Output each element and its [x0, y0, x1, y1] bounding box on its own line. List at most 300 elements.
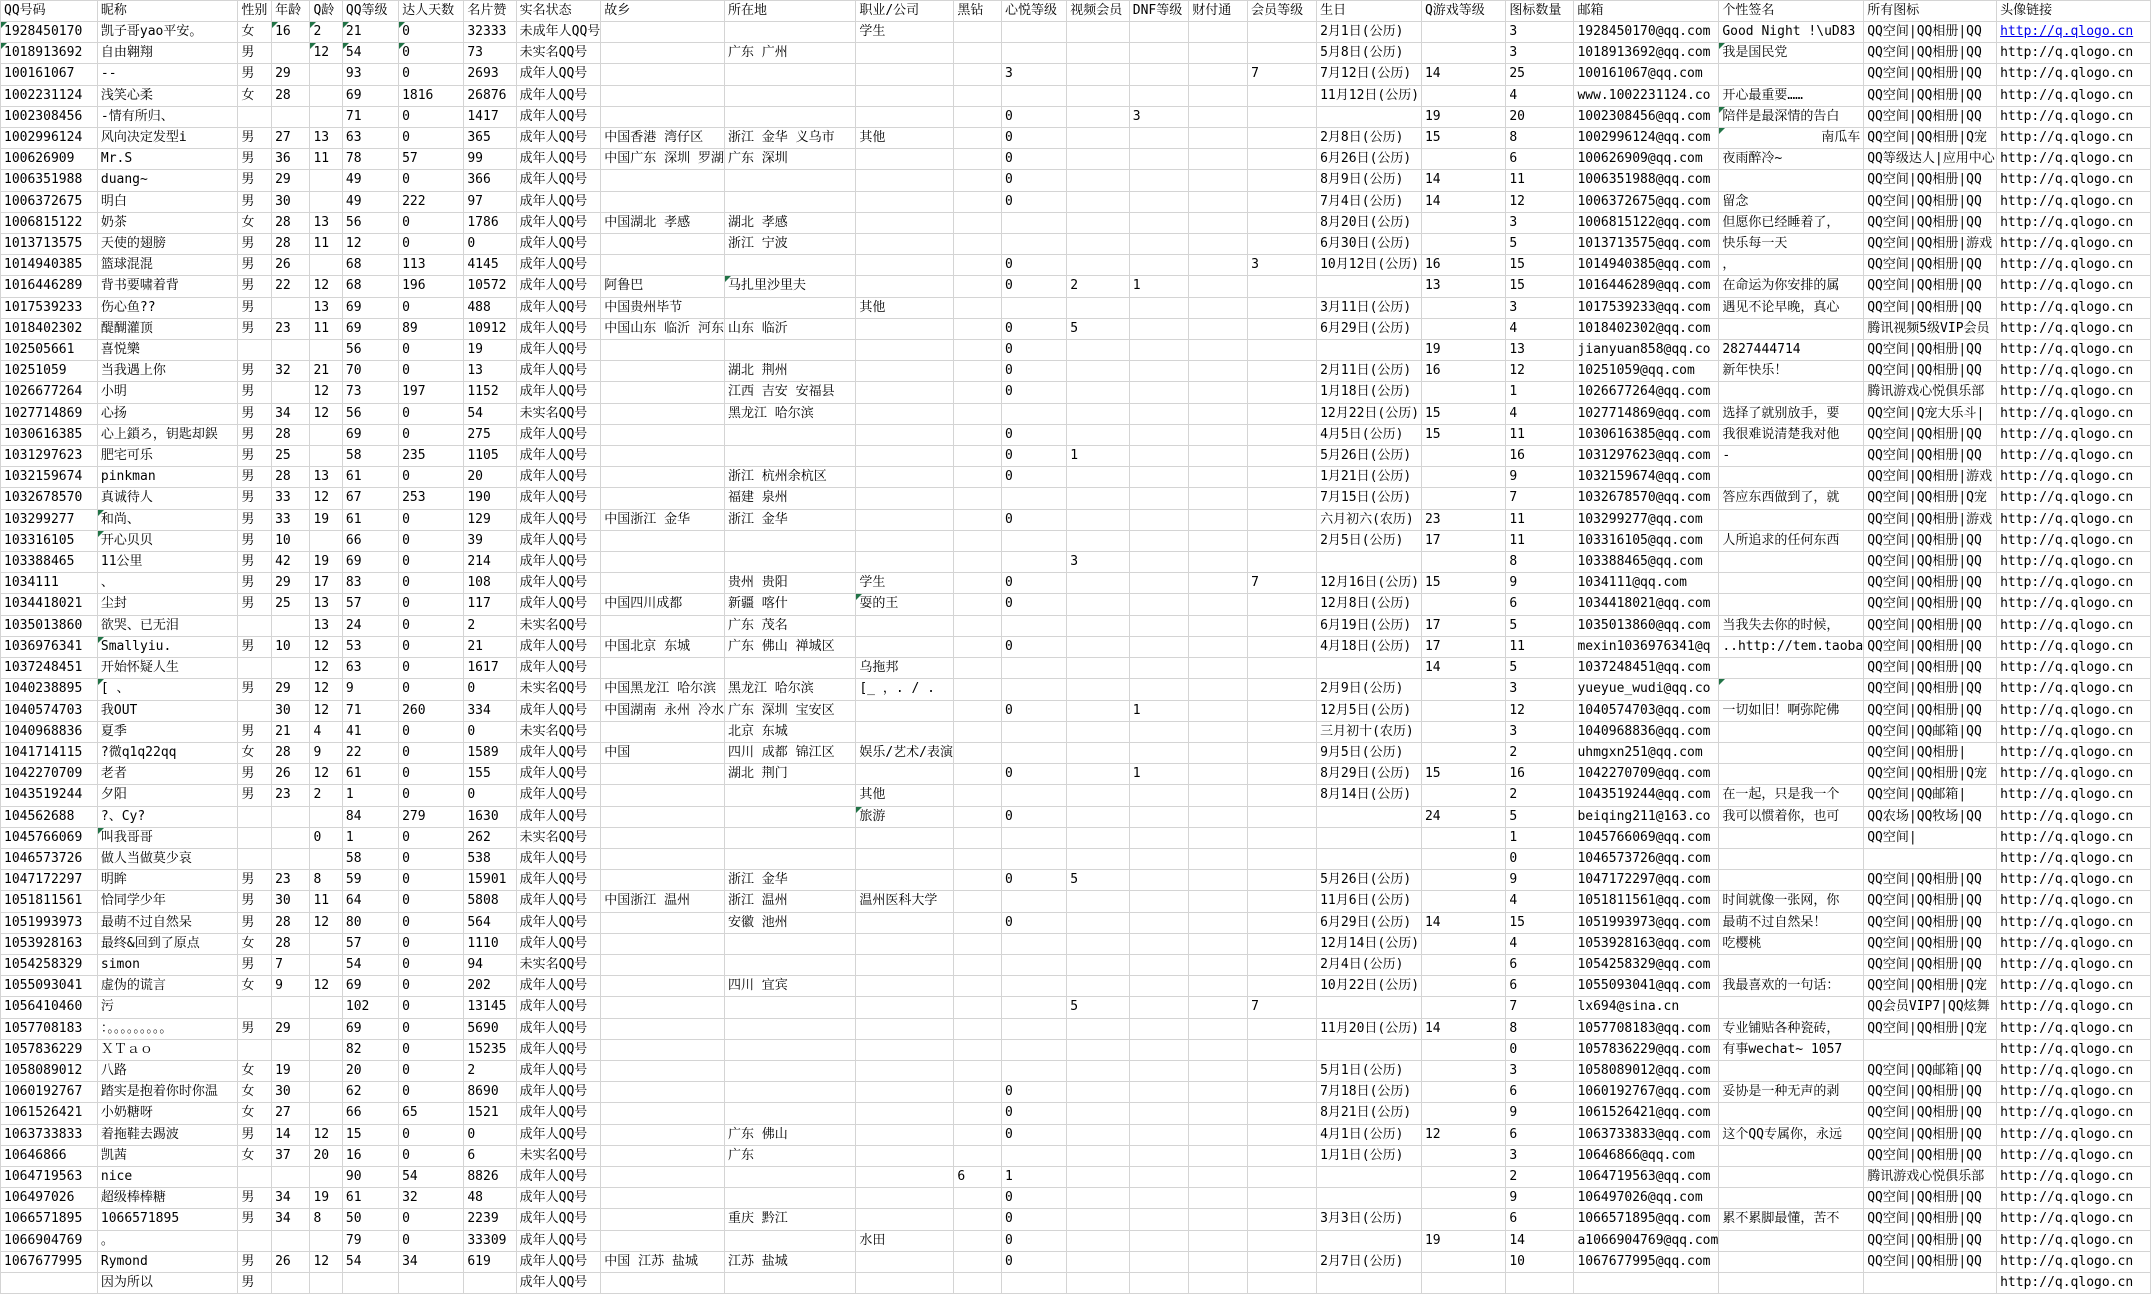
- table-row: [1, 318, 2151, 339]
- hometown-cell: [601, 85, 725, 106]
- qage-cell: 8: [310, 1209, 342, 1230]
- birthday-cell: 2月8日(公历): [1317, 128, 1422, 149]
- iconcount-cell: 0: [1506, 848, 1574, 869]
- dnf-cell: [1129, 255, 1189, 276]
- qqlevel-cell: 57: [342, 933, 398, 954]
- cardlikes-cell: 39: [464, 530, 516, 551]
- nickname-cell: 尘封: [97, 594, 238, 615]
- gender-cell: 男: [238, 43, 272, 64]
- videovip-cell: [1067, 297, 1130, 318]
- heizuan-cell: [954, 615, 1002, 636]
- darendays-cell: 0: [399, 106, 464, 127]
- allicons-cell: QQ空间|QQ相册|QQ: [1864, 658, 1997, 679]
- dnf-cell: [1129, 785, 1189, 806]
- realname-cell: 成年人QQ号: [516, 488, 601, 509]
- email-cell: 1054258329@qq.com: [1574, 954, 1719, 975]
- caifutong-cell: [1189, 764, 1248, 785]
- qqlevel-cell: 61: [342, 1188, 398, 1209]
- birthday-cell: [1317, 997, 1422, 1018]
- cardlikes-cell: 10572: [464, 276, 516, 297]
- viplevel-cell: [1248, 679, 1317, 700]
- email-cell: 1017539233@qq.com: [1574, 297, 1719, 318]
- heizuan-cell: [954, 827, 1002, 848]
- avatar-cell: http://q.qlogo.cn: [1997, 1251, 2151, 1272]
- allicons-cell: QQ会员VIP7|QQ炫舞: [1864, 997, 1997, 1018]
- qgame-cell: [1421, 1209, 1505, 1230]
- hometown-cell: [601, 1230, 725, 1251]
- allicons-cell: QQ空间|QQ相册|QQ: [1864, 933, 1997, 954]
- hometown-cell: [601, 1188, 725, 1209]
- darendays-cell: 0: [399, 1209, 464, 1230]
- age-cell: 30: [272, 191, 310, 212]
- viplevel-cell: [1248, 1082, 1317, 1103]
- error-indicator-icon: [399, 22, 405, 28]
- iconcount-cell: 12: [1506, 361, 1574, 382]
- signature-cell: [1719, 870, 1864, 891]
- caifutong-cell: [1189, 64, 1248, 85]
- column-header-email: 邮箱: [1574, 1, 1719, 22]
- iconcount-cell: 25: [1506, 64, 1574, 85]
- table-row: [1, 467, 2151, 488]
- error-indicator-icon: [98, 679, 104, 685]
- xinyue-cell: 0: [1001, 594, 1066, 615]
- viplevel-cell: 7: [1248, 573, 1317, 594]
- viplevel-cell: [1248, 1209, 1317, 1230]
- cardlikes-cell: 108: [464, 573, 516, 594]
- birthday-cell: 6月26日(公历): [1317, 149, 1422, 170]
- avatar-cell: http://q.qlogo.cn: [1997, 85, 2151, 106]
- xinyue-cell: 0: [1001, 1230, 1066, 1251]
- qqlevel-cell: 61: [342, 764, 398, 785]
- cardlikes-cell: 15235: [464, 1039, 516, 1060]
- column-header-location: 所在地: [724, 1, 855, 22]
- caifutong-cell: [1189, 191, 1248, 212]
- qgame-cell: [1421, 1039, 1505, 1060]
- qgame-cell: [1421, 1145, 1505, 1166]
- videovip-cell: 1: [1067, 446, 1130, 467]
- gender-cell: 男: [238, 446, 272, 467]
- caifutong-cell: [1189, 22, 1248, 43]
- qqlevel-cell: 21: [342, 22, 398, 43]
- nickname-cell: 醍醐灌顶: [97, 318, 238, 339]
- dnf-cell: [1129, 1230, 1189, 1251]
- videovip-cell: [1067, 912, 1130, 933]
- signature-cell: 时间就像一张网，你: [1719, 891, 1864, 912]
- qq-cell: 1002231124: [1, 85, 98, 106]
- age-cell: 33: [272, 488, 310, 509]
- dnf-cell: [1129, 382, 1189, 403]
- age-cell: 30: [272, 700, 310, 721]
- cardlikes-cell: 13: [464, 361, 516, 382]
- nickname-cell: 夕阳: [97, 785, 238, 806]
- iconcount-cell: 8: [1506, 128, 1574, 149]
- qqlevel-cell: 1: [342, 785, 398, 806]
- qq-cell: 1017539233: [1, 297, 98, 318]
- job-cell: 温州医科大学: [856, 891, 954, 912]
- allicons-cell: QQ空间|QQ相册|QQ: [1864, 636, 1997, 657]
- qgame-cell: 19: [1421, 1230, 1505, 1251]
- table-row: [1, 530, 2151, 551]
- heizuan-cell: [954, 700, 1002, 721]
- heizuan-cell: [954, 361, 1002, 382]
- signature-cell: 2827444714: [1719, 340, 1864, 361]
- viplevel-cell: [1248, 552, 1317, 573]
- nickname-cell: Mr.S: [97, 149, 238, 170]
- allicons-cell: QQ空间|QQ相册|QQ: [1864, 912, 1997, 933]
- darendays-cell: 0: [399, 827, 464, 848]
- column-header-qage: Q龄: [310, 1, 342, 22]
- qqlevel-cell: 69: [342, 976, 398, 997]
- iconcount-cell: 9: [1506, 467, 1574, 488]
- videovip-cell: [1067, 1103, 1130, 1124]
- allicons-cell: QQ空间|QQ相册|游戏: [1864, 234, 1997, 255]
- avatar-cell[interactable]: http://q.qlogo.cn: [1997, 22, 2151, 43]
- caifutong-cell: [1189, 785, 1248, 806]
- email-cell: 1034418021@qq.com: [1574, 594, 1719, 615]
- qq-cell: 104562688: [1, 806, 98, 827]
- viplevel-cell: [1248, 106, 1317, 127]
- job-cell: [856, 318, 954, 339]
- cardlikes-cell: [464, 1272, 516, 1293]
- realname-cell: 成年人QQ号: [516, 318, 601, 339]
- cardlikes-cell: 33309: [464, 1230, 516, 1251]
- gender-cell: 男: [238, 382, 272, 403]
- videovip-cell: [1067, 149, 1130, 170]
- age-cell: 26: [272, 1251, 310, 1272]
- error-indicator-icon: [343, 43, 349, 49]
- table-row: [1, 1188, 2151, 1209]
- allicons-cell: QQ空间|QQ邮箱|QQ: [1864, 1060, 1997, 1081]
- hometown-cell: 中国贵州毕节: [601, 297, 725, 318]
- dnf-cell: 3: [1129, 106, 1189, 127]
- videovip-cell: [1067, 509, 1130, 530]
- email-cell: 1006351988@qq.com: [1574, 170, 1719, 191]
- viplevel-cell: [1248, 848, 1317, 869]
- birthday-cell: 11月6日(公历): [1317, 891, 1422, 912]
- realname-cell: 未实名QQ号: [516, 721, 601, 742]
- job-cell: [856, 954, 954, 975]
- qgame-cell: 14: [1421, 1018, 1505, 1039]
- darendays-cell: 0: [399, 128, 464, 149]
- videovip-cell: [1067, 403, 1130, 424]
- table-header: [1, 1, 2151, 22]
- videovip-cell: [1067, 488, 1130, 509]
- location-cell: 山东 临沂: [724, 318, 855, 339]
- birthday-cell: 7月4日(公历): [1317, 191, 1422, 212]
- darendays-cell: 197: [399, 382, 464, 403]
- qq-cell: 1061526421: [1, 1103, 98, 1124]
- birthday-cell: 4月5日(公历): [1317, 424, 1422, 445]
- caifutong-cell: [1189, 1060, 1248, 1081]
- hometown-cell: [601, 1018, 725, 1039]
- qq-cell: 1002996124: [1, 128, 98, 149]
- heizuan-cell: [954, 22, 1002, 43]
- column-header-xinyue: 心悦等级: [1001, 1, 1066, 22]
- location-cell: [724, 1018, 855, 1039]
- cardlikes-cell: 538: [464, 848, 516, 869]
- heizuan-cell: [954, 870, 1002, 891]
- hometown-cell: 中国浙江 温州: [601, 891, 725, 912]
- qqlevel-cell: 61: [342, 509, 398, 530]
- birthday-cell: [1317, 276, 1422, 297]
- table-row: [1, 976, 2151, 997]
- xinyue-cell: [1001, 1060, 1066, 1081]
- cardlikes-cell: 190: [464, 488, 516, 509]
- column-header-viplevel: 会员等级: [1248, 1, 1317, 22]
- qq-cell: 1051993973: [1, 912, 98, 933]
- iconcount-cell: 11: [1506, 530, 1574, 551]
- job-cell: [856, 1251, 954, 1272]
- qage-cell: 12: [310, 403, 342, 424]
- location-cell: [724, 424, 855, 445]
- nickname-cell: 篮球混混: [97, 255, 238, 276]
- caifutong-cell: [1189, 933, 1248, 954]
- job-cell: [856, 1103, 954, 1124]
- table-row: [1, 43, 2151, 64]
- hometown-cell: 中国黑龙江 哈尔滨: [601, 679, 725, 700]
- qgame-cell: [1421, 785, 1505, 806]
- qage-cell: 12: [310, 382, 342, 403]
- signature-cell: ..http://tem.taoba: [1719, 636, 1864, 657]
- qage-cell: [310, 340, 342, 361]
- videovip-cell: [1067, 467, 1130, 488]
- darendays-cell: 0: [399, 424, 464, 445]
- error-indicator-icon: [1, 43, 7, 49]
- email-cell: 1032678570@qq.com: [1574, 488, 1719, 509]
- column-header-qgame: Q游戏等级: [1421, 1, 1505, 22]
- heizuan-cell: [954, 1082, 1002, 1103]
- error-indicator-icon: [343, 22, 349, 28]
- nickname-cell: 超级棒棒糖: [97, 1188, 238, 1209]
- realname-cell: 成年人QQ号: [516, 170, 601, 191]
- videovip-cell: 5: [1067, 318, 1130, 339]
- dnf-cell: [1129, 870, 1189, 891]
- viplevel-cell: [1248, 1018, 1317, 1039]
- qage-cell: 11: [310, 234, 342, 255]
- qage-cell: 8: [310, 870, 342, 891]
- age-cell: 34: [272, 1188, 310, 1209]
- realname-cell: 成年人QQ号: [516, 636, 601, 657]
- signature-cell: 新年快乐！: [1719, 361, 1864, 382]
- age-cell: 26: [272, 255, 310, 276]
- heizuan-cell: [954, 997, 1002, 1018]
- realname-cell: 成年人QQ号: [516, 700, 601, 721]
- viplevel-cell: [1248, 234, 1317, 255]
- location-cell: 北京 东城: [724, 721, 855, 742]
- birthday-cell: 5月1日(公历): [1317, 1060, 1422, 1081]
- birthday-cell: 7月15日(公历): [1317, 488, 1422, 509]
- cardlikes-cell: 488: [464, 297, 516, 318]
- avatar-cell: http://q.qlogo.cn: [1997, 954, 2151, 975]
- cardlikes-cell: 117: [464, 594, 516, 615]
- nickname-cell: ?微q1q22qq: [97, 742, 238, 763]
- cardlikes-cell: 6: [464, 1145, 516, 1166]
- qgame-cell: 15: [1421, 764, 1505, 785]
- qq-cell: 1054258329: [1, 954, 98, 975]
- xinyue-cell: 0: [1001, 170, 1066, 191]
- column-header-nickname: 昵称: [97, 1, 238, 22]
- allicons-cell: [1864, 1039, 1997, 1060]
- nickname-cell: 老者: [97, 764, 238, 785]
- allicons-cell: QQ空间|QQ相册|QQ: [1864, 1209, 1997, 1230]
- realname-cell: 成年人QQ号: [516, 742, 601, 763]
- birthday-cell: 12月14日(公历): [1317, 933, 1422, 954]
- qqlevel-cell: 69: [342, 424, 398, 445]
- cardlikes-cell: 73: [464, 43, 516, 64]
- gender-cell: 男: [238, 191, 272, 212]
- birthday-cell: 4月18日(公历): [1317, 636, 1422, 657]
- job-cell: [_ ，. / .: [856, 679, 954, 700]
- hometown-cell: [601, 382, 725, 403]
- job-cell: [856, 1188, 954, 1209]
- table-row: [1, 997, 2151, 1018]
- allicons-cell: QQ空间|QQ相册|Q宠: [1864, 128, 1997, 149]
- table-row: [1, 1124, 2151, 1145]
- xinyue-cell: 0: [1001, 318, 1066, 339]
- viplevel-cell: 7: [1248, 997, 1317, 1018]
- avatar-cell: http://q.qlogo.cn: [1997, 721, 2151, 742]
- job-cell: [856, 827, 954, 848]
- signature-cell: [1719, 64, 1864, 85]
- xinyue-cell: 0: [1001, 191, 1066, 212]
- cardlikes-cell: 1152: [464, 382, 516, 403]
- viplevel-cell: [1248, 22, 1317, 43]
- qqlevel-cell: 84: [342, 806, 398, 827]
- qqlevel-cell: 69: [342, 297, 398, 318]
- signature-cell: 遇见不论早晚，真心: [1719, 297, 1864, 318]
- avatar-cell: http://q.qlogo.cn: [1997, 1209, 2151, 1230]
- darendays-cell: 279: [399, 806, 464, 827]
- xinyue-cell: 0: [1001, 700, 1066, 721]
- email-cell: 106497026@qq.com: [1574, 1188, 1719, 1209]
- error-indicator-icon: [399, 43, 405, 49]
- qq-cell: 1066571895: [1, 1209, 98, 1230]
- column-header-qq: QQ号码: [1, 1, 98, 22]
- heizuan-cell: [954, 742, 1002, 763]
- location-cell: 浙江 杭州余杭区: [724, 467, 855, 488]
- location-cell: 马扎里沙里夫: [724, 276, 855, 297]
- heizuan-cell: [954, 255, 1002, 276]
- qage-cell: 13: [310, 128, 342, 149]
- qage-cell: 12: [310, 1124, 342, 1145]
- column-header-heizuan: 黑钻: [954, 1, 1002, 22]
- signature-cell: [1719, 848, 1864, 869]
- nickname-cell: 浅笑心柔: [97, 85, 238, 106]
- iconcount-cell: 9: [1506, 870, 1574, 891]
- darendays-cell: 0: [399, 403, 464, 424]
- xinyue-cell: 0: [1001, 1124, 1066, 1145]
- xinyue-cell: [1001, 43, 1066, 64]
- nickname-cell: 最萌不过自然呆: [97, 912, 238, 933]
- signature-cell: [1719, 764, 1864, 785]
- avatar-cell: http://q.qlogo.cn: [1997, 255, 2151, 276]
- qage-cell: 17: [310, 573, 342, 594]
- signature-cell: 一切如旧！啊弥陀佛: [1719, 700, 1864, 721]
- cardlikes-cell: 564: [464, 912, 516, 933]
- caifutong-cell: [1189, 976, 1248, 997]
- qqlevel-cell: 82: [342, 1039, 398, 1060]
- xinyue-cell: [1001, 234, 1066, 255]
- videovip-cell: [1067, 22, 1130, 43]
- job-cell: [856, 1039, 954, 1060]
- birthday-cell: 2月1日(公历): [1317, 22, 1422, 43]
- dnf-cell: [1129, 1209, 1189, 1230]
- viplevel-cell: [1248, 318, 1317, 339]
- allicons-cell: QQ空间|QQ相册|QQ: [1864, 1230, 1997, 1251]
- cardlikes-cell: 19: [464, 340, 516, 361]
- age-cell: 26: [272, 764, 310, 785]
- darendays-cell: 0: [399, 467, 464, 488]
- hometown-cell: [601, 1166, 725, 1187]
- iconcount-cell: 7: [1506, 488, 1574, 509]
- age-cell: 14: [272, 1124, 310, 1145]
- darendays-cell: 0: [399, 1230, 464, 1251]
- gender-cell: 女: [238, 1145, 272, 1166]
- qage-cell: [310, 1082, 342, 1103]
- email-cell: 1018402302@qq.com: [1574, 318, 1719, 339]
- qage-cell: 0: [310, 827, 342, 848]
- job-cell: [856, 1124, 954, 1145]
- qgame-cell: [1421, 1251, 1505, 1272]
- videovip-cell: [1067, 1018, 1130, 1039]
- cardlikes-cell: 2: [464, 615, 516, 636]
- gender-cell: 女: [238, 976, 272, 997]
- qgame-cell: 14: [1421, 191, 1505, 212]
- qgame-cell: [1421, 149, 1505, 170]
- qq-cell: 10251059: [1, 361, 98, 382]
- dnf-cell: [1129, 530, 1189, 551]
- realname-cell: 成年人QQ号: [516, 1124, 601, 1145]
- table-row: [1, 552, 2151, 573]
- xinyue-cell: [1001, 742, 1066, 763]
- email-cell: 100161067@qq.com: [1574, 64, 1719, 85]
- email-cell: 1058089012@qq.com: [1574, 1060, 1719, 1081]
- avatar-cell: http://q.qlogo.cn: [1997, 1166, 2151, 1187]
- avatar-cell: http://q.qlogo.cn: [1997, 276, 2151, 297]
- xinyue-cell: [1001, 1039, 1066, 1060]
- realname-cell: 成年人QQ号: [516, 573, 601, 594]
- iconcount-cell: 8: [1506, 552, 1574, 573]
- job-cell: 学生: [856, 22, 954, 43]
- column-header-videovip: 视频会员: [1067, 1, 1130, 22]
- nickname-cell: -情有所归、: [97, 106, 238, 127]
- viplevel-cell: [1248, 1251, 1317, 1272]
- dnf-cell: [1129, 149, 1189, 170]
- signature-cell: 人所追求的任何东西: [1719, 530, 1864, 551]
- job-cell: [856, 721, 954, 742]
- location-cell: [724, 64, 855, 85]
- table-row: [1, 234, 2151, 255]
- birthday-cell: [1317, 827, 1422, 848]
- qgame-cell: [1421, 467, 1505, 488]
- location-cell: [724, 658, 855, 679]
- caifutong-cell: [1189, 43, 1248, 64]
- table-row: [1, 1251, 2151, 1272]
- email-cell: 1046573726@qq.com: [1574, 848, 1719, 869]
- cardlikes-cell: 275: [464, 424, 516, 445]
- email-cell: 1002308456@qq.com: [1574, 106, 1719, 127]
- heizuan-cell: [954, 1145, 1002, 1166]
- nickname-cell: 凯子哥yao平安。: [97, 22, 238, 43]
- table-row: [1, 594, 2151, 615]
- birthday-cell: 6月29日(公历): [1317, 912, 1422, 933]
- iconcount-cell: 4: [1506, 85, 1574, 106]
- hometown-cell: [601, 488, 725, 509]
- qage-cell: 19: [310, 509, 342, 530]
- qage-cell: 13: [310, 467, 342, 488]
- avatar-cell: http://q.qlogo.cn: [1997, 234, 2151, 255]
- realname-cell: 成年人QQ号: [516, 891, 601, 912]
